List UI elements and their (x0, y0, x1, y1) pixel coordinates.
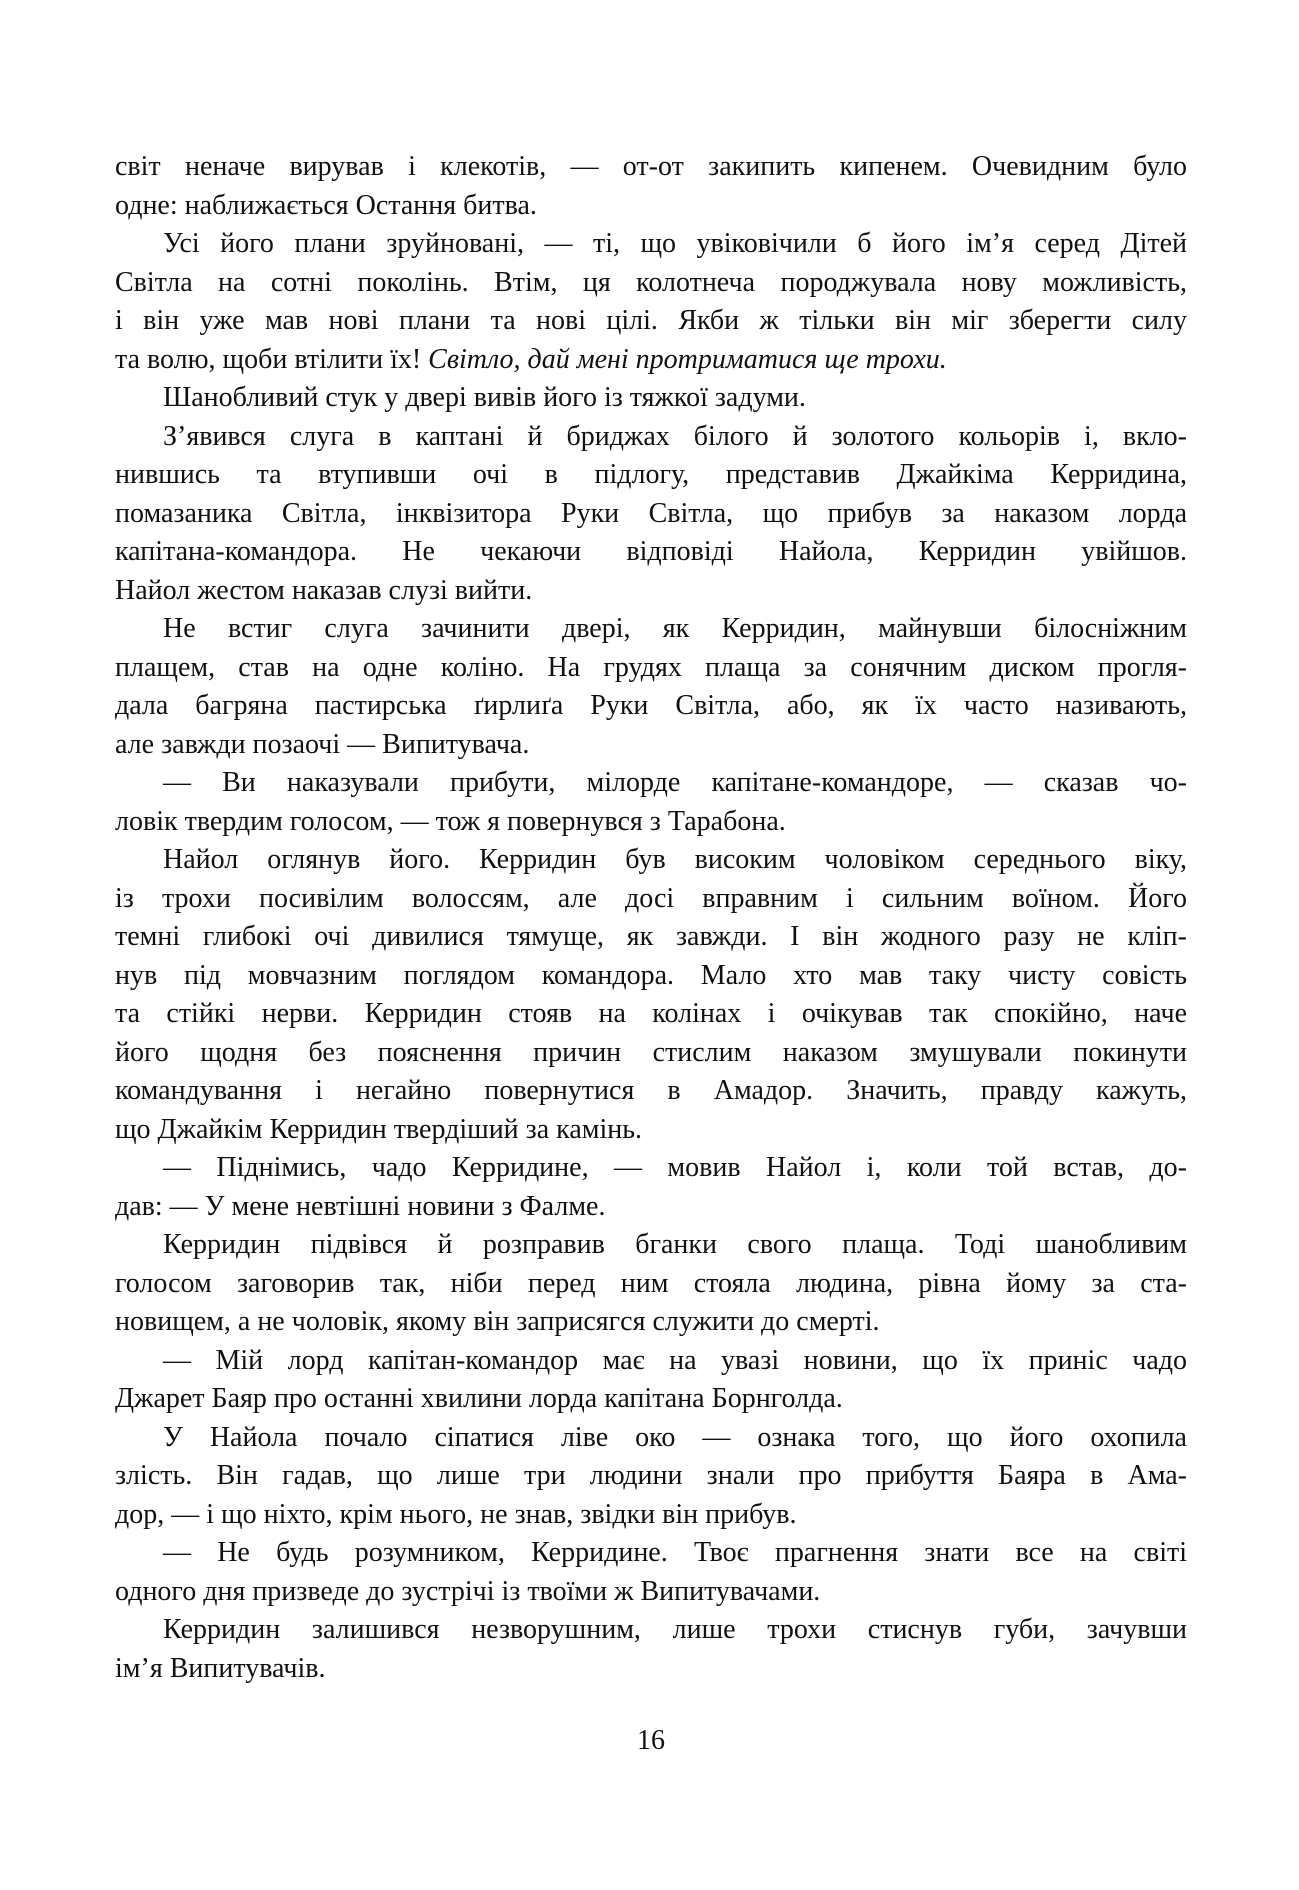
text-line: що Джайкім Керридин твердіший за камінь. (115, 1113, 643, 1145)
text-line: злість. Він гадав, що лише три людини знали про прибуття Баяра в Ама- (115, 1460, 1187, 1491)
paragraph (115, 418, 1187, 611)
text-line: — Ви наказували прибути, мілорде капітане-командоре, — сказав чо- (163, 767, 1187, 798)
text-line: одного дня призведе до зустрічі із твоїми ж Випитувачами. (115, 1575, 821, 1607)
text-line: Керридин підвівся й розправив бганки свого плаща. Тоді шанобливим (163, 1229, 1187, 1260)
text-line: світ неначе вирував і клекотів, — от-от закипить кипенем. Очевидним було (115, 151, 1187, 182)
text-line: але завжди позаочі — Випитувача. (115, 728, 530, 760)
text-line: нув під мовчазним поглядом командора. Мало хто мав таку чисту совість (115, 959, 1187, 991)
text-line: із трохи посивілим волоссям, але досі вправним і сильним воїном. Його (115, 882, 1187, 914)
paragraph (115, 1534, 1187, 1611)
text-line: — Піднімись, чадо Керридине, — мовив Найол і, коли той встав, до- (163, 1152, 1187, 1183)
text-line: командування і негайно повернутися в Амадор. Значить, правду кажуть, (115, 1075, 1187, 1106)
paragraph (115, 764, 1187, 841)
text-line: Найол оглянув його. Керридин був високим чоловіком середнього віку, (163, 844, 1187, 875)
page-text (115, 148, 1187, 1688)
text-line: Найол жестом наказав слузі вийти. (115, 574, 533, 606)
text-run: та волю, щоби втілити їх! (115, 343, 429, 375)
text-line: Керридин залишився незворушним, лише трохи стиснув губи, зачувши (163, 1614, 1187, 1645)
paragraph (115, 1611, 1187, 1688)
text-line: капітана-командора. Не чекаючи відповіді Найола, Керридин увійшов. (115, 536, 1187, 567)
text-line: У Найола почало сіпатися ліве око — ознака того, що його охопила (163, 1421, 1187, 1453)
text-line: ім’я Випитувачів. (115, 1652, 326, 1684)
text-line: одне: наближається Остання битва. (115, 189, 537, 221)
paragraph (115, 1226, 1187, 1342)
text-line (115, 341, 1187, 380)
text-line: дав: — У мене невтішні новини з Фалме. (115, 1190, 606, 1222)
text-line: дор, — і що ніхто, крім нього, не знав, звідки він прибув. (115, 1498, 797, 1530)
text-line: З’явився слуга в каптані й бриджах білого й золотого кольорів і, вкло- (163, 420, 1187, 452)
text-line: голосом заговорив так, ніби перед ним стояла людина, рівна йому за ста- (115, 1267, 1187, 1299)
paragraph (115, 1342, 1187, 1419)
text-line: нившись та втупивши очі в підлогу, представив Джайкіма Керридина, (115, 459, 1187, 490)
text-line: дала багряна пастирська ґирлиґа Руки Світла, або, як їх часто називають, (115, 690, 1187, 721)
paragraph (115, 1419, 1187, 1535)
text-line: — Мій лорд капітан-командор має на увазі новини, що їх приніс чадо (163, 1344, 1187, 1376)
text-line: новищем, а не чоловік, якому він заприсягся служити до смерті. (115, 1306, 880, 1337)
text-line: — Не будь розумником, Керридине. Твоє прагнення знати все на світі (163, 1537, 1187, 1568)
italic-text-run: Світло, дай мені протриматися ще трохи. (428, 343, 947, 375)
text-line: Світла на сотні поколінь. Втім, ця колотнеча породжувала нову можливість, (115, 266, 1187, 298)
text-line: та стійкі нерви. Керридин стояв на колінах і очікував так спокійно, наче (115, 998, 1187, 1029)
text-line: помазаника Світла, інквізитора Руки Світла, що прибув за наказом лорда (115, 497, 1187, 529)
text-line: Шанобливий стук у двері вивів його із тяжкої задуми. (163, 382, 806, 413)
page-number: 16 (637, 1725, 665, 1756)
text-line: ловік твердим голосом, — тож я повернувся з Тарабона. (115, 805, 786, 837)
text-line: Усі його плани зруйновані, — ті, що увіковічили б його ім’я серед Дітей (163, 228, 1187, 259)
text-line: і він уже мав нові плани та нові цілі. Якби ж тільки він міг зберегти силу (115, 305, 1187, 336)
text-line: Джарет Баяр про останні хвилини лорда капітана Борнголда. (115, 1383, 843, 1414)
paragraph (115, 148, 1187, 225)
paragraph (115, 379, 1187, 418)
paragraph (115, 225, 1187, 379)
text-line: Не встиг слуга зачинити двері, як Керридин, майнувши білосніжним (163, 613, 1187, 644)
text-line: його щодня без пояснення причин стислим наказом змушували покинути (115, 1036, 1187, 1068)
paragraph (115, 610, 1187, 764)
paragraph (115, 1149, 1187, 1226)
paragraph (115, 841, 1187, 1149)
text-line: темні глибокі очі дивилися тямуще, як завжди. І він жодного разу не кліп- (115, 921, 1187, 952)
text-line: плащем, став на одне коліно. На грудях плаща за сонячним диском прогля- (115, 651, 1187, 683)
